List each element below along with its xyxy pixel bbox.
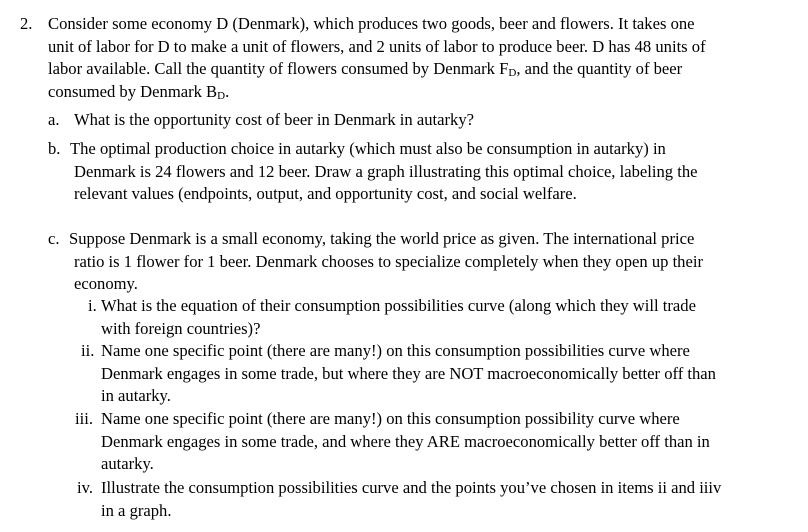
subpart-line: in a graph. xyxy=(101,500,172,520)
question-text xyxy=(48,13,706,103)
part-b-line: Denmark is 24 flowers and 12 beer. Draw a graph illustrating this optimal choice, labeling the xyxy=(74,161,698,181)
part-b-line: The optimal production choice in autarky (which must also be consumption in autarky) in xyxy=(70,139,666,158)
question-line xyxy=(48,58,706,81)
part-b-line: relevant values (endpoints, output, and opportunity cost, and social welfare. xyxy=(74,184,577,203)
subpart-iii-label: iii. xyxy=(75,409,93,428)
subpart-i-label: i. xyxy=(88,296,97,315)
part-c-line: ratio is 1 flower for 1 beer. Denmark chooses to specialize completely when they open up their xyxy=(74,251,703,271)
question-line-text: labor available. Call the quantity of flowers consumed by Denmark F xyxy=(48,59,509,78)
question-line: unit of labor for D to make a unit of flowers, and 2 units of labor to produce beer. D has 48 units of xyxy=(48,36,706,56)
part-c-text xyxy=(69,228,703,296)
part-b-text xyxy=(70,138,697,206)
subpart-i-text xyxy=(101,295,696,340)
subscript: D xyxy=(508,67,517,79)
subpart-ii-text xyxy=(101,340,716,408)
part-c-line: economy. xyxy=(74,274,138,293)
subpart-iv-label: iv. xyxy=(77,478,93,497)
subpart-ii-label: ii. xyxy=(81,341,95,360)
subpart-line: What is the equation of their consumption possibilities curve (along which they will trade xyxy=(101,296,696,315)
subpart-line: in autarky. xyxy=(101,386,171,405)
question-line xyxy=(48,81,706,104)
subpart-line: Illustrate the consumption possibilities curve and the points you’ve chosen in items ii and iiiv xyxy=(101,478,722,497)
question-line: Consider some economy D (Denmark), which produces two goods, beer and flowers. It takes one xyxy=(48,14,695,33)
subpart-iv-text xyxy=(101,477,721,522)
subscript: D xyxy=(217,89,226,102)
subpart-iii-text xyxy=(101,408,710,476)
subpart-line: Denmark engages in some trade, but where they are NOT macroeconomically better off than xyxy=(101,363,716,383)
subpart-line: Denmark engages in some trade, and where they ARE macroeconomically better off than in xyxy=(101,431,710,451)
question-number: 2. xyxy=(20,14,33,33)
part-c-line: Suppose Denmark is a small economy, taking the world price as given. The international price xyxy=(69,229,695,248)
question-line-tail: , and the quantity of beer xyxy=(516,59,683,78)
question-line-text: consumed by Denmark B xyxy=(48,81,218,101)
subpart-line: with foreign countries)? xyxy=(101,318,261,338)
part-a-text xyxy=(74,109,474,132)
question-line-tail: . xyxy=(225,81,230,101)
part-b-label: b. xyxy=(48,139,61,158)
part-a-label: a. xyxy=(48,110,60,129)
subpart-line: Name one specific point (there are many!) on this consumption possibilities curve where xyxy=(101,341,690,360)
part-c-label: c. xyxy=(48,229,60,248)
part-a-line: What is the opportunity cost of beer in Denmark in autarky? xyxy=(74,110,474,129)
subpart-line: autarky. xyxy=(101,454,154,473)
subpart-line: Name one specific point (there are many!) on this consumption possibility curve where xyxy=(101,409,680,428)
